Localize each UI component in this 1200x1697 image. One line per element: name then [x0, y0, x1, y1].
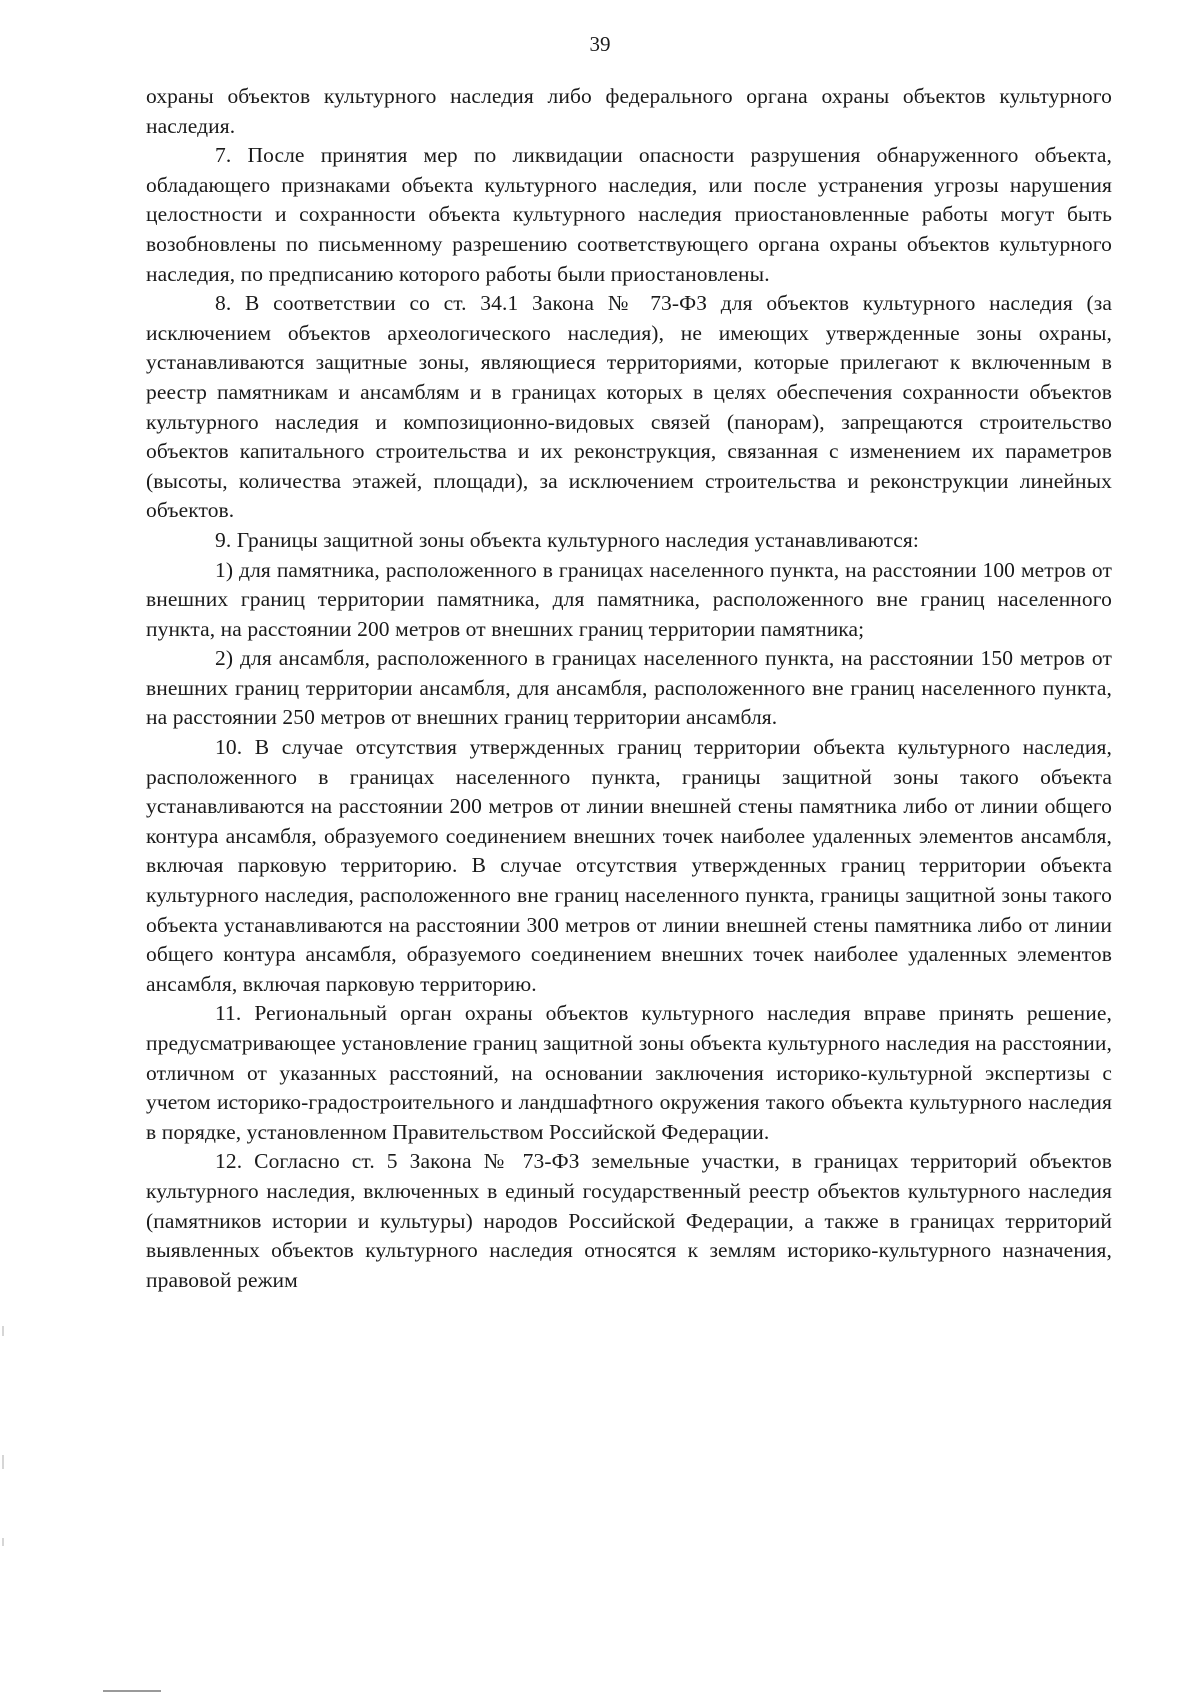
scan-edge-speck	[2, 1455, 4, 1469]
page-number: 39	[589, 32, 611, 56]
paragraph-8: 8. В соответствии со ст. 34.1 Закона № 73-ФЗ для объектов культурного наследия (за исключением объектов археологического наследия), не имеющих утвержденные зоны охраны, устанавливаются защитные зоны, являющиеся территориями, которые прилегают к включенным в реестр памятникам и ансамблям и в границах которых в целях обеспечения сохранности объектов культурного наследия и композиционно-видовых связей (панорам), запрещаются строительство объектов капитального строительства и их реконструкция, связанная с изменением их параметров (высоты, количества этажей, площади), за исключением строительства и реконструкции линейных объектов.	[146, 291, 1112, 523]
paragraph-7: 7. После принятия мер по ликвидации опасности разрушения обнаруженного объекта, обладающего признаками объекта культурного наследия, или после устранения угрозы нарушения целостности и сохранности объекта культурного наследия приостановленные работы могут быть возобновлены по письменному разрешению соответствующего органа охраны объектов культурного наследия, по предписанию которого работы были приостановлены.	[146, 143, 1112, 286]
paragraph-continuation: охраны объектов культурного наследия либо федерального органа охраны объектов культурного наследия.	[146, 84, 1112, 138]
paragraph-9-item-2: 2) для ансамбля, расположенного в границах населенного пункта, на расстоянии 150 метров от внешних границ территории ансамбля, для ансамбля, расположенного вне границ населенного пункта, на расстоянии 250 метров от внешних границ территории ансамбля.	[146, 646, 1112, 730]
paragraph-11: 11. Региональный орган охраны объектов культурного наследия вправе принять решение, предусматривающее установление границ защитной зоны объекта культурного наследия на расстоянии, отличном от указанных расстояний, на основании заключения историко-культурной экспертизы с учетом историко-градостроительного и ландшафтного окружения такого объекта культурного наследия в порядке, установленном Правительством Российской Федерации.	[146, 1001, 1112, 1144]
scan-footer-mark	[103, 1690, 161, 1692]
paragraph-9: 9. Границы защитной зоны объекта культурного наследия устанавливаются:	[215, 527, 919, 552]
document-body	[146, 82, 1112, 1295]
paragraph-9-item-1: 1) для памятника, расположенного в границах населенного пункта, на расстоянии 100 метров от внешних границ территории памятника, для памятника, расположенного вне границ населенного пункта, на расстоянии 200 метров от внешних границ территории памятника;	[146, 557, 1112, 641]
paragraph-10: 10. В случае отсутствия утвержденных границ территории объекта культурного наследия, расположенного в границах населенного пункта, границы защитной зоны такого объекта устанавливаются на расстоянии 200 метров от линии внешней стены памятника либо от линии общего контура ансамбля, образуемого соединением внешних точек наиболее удаленных элементов ансамбля, включая парковую территорию. В случае отсутствия утвержденных границ территории объекта культурного наследия, расположенного вне границ населенного пункта, границы защитной зоны такого объекта устанавливаются на расстоянии 300 метров от линии внешней стены памятника либо от линии общего контура ансамбля, образуемого соединением внешних точек наиболее удаленных элементов ансамбля, включая парковую территорию.	[146, 735, 1112, 996]
scan-edge-speck	[2, 1538, 4, 1546]
paragraph-12: 12. Согласно ст. 5 Закона № 73-ФЗ земельные участки, в границах территорий объектов культурного наследия, включенных в единый государственный реестр объектов культурного наследия (памятников истории и культуры) народов Российской Федерации, а также в границах территорий выявленных объектов культурного наследия относятся к землям историко-культурного назначения, правовой режим	[146, 1149, 1112, 1292]
scan-edge-speck	[2, 1326, 4, 1336]
